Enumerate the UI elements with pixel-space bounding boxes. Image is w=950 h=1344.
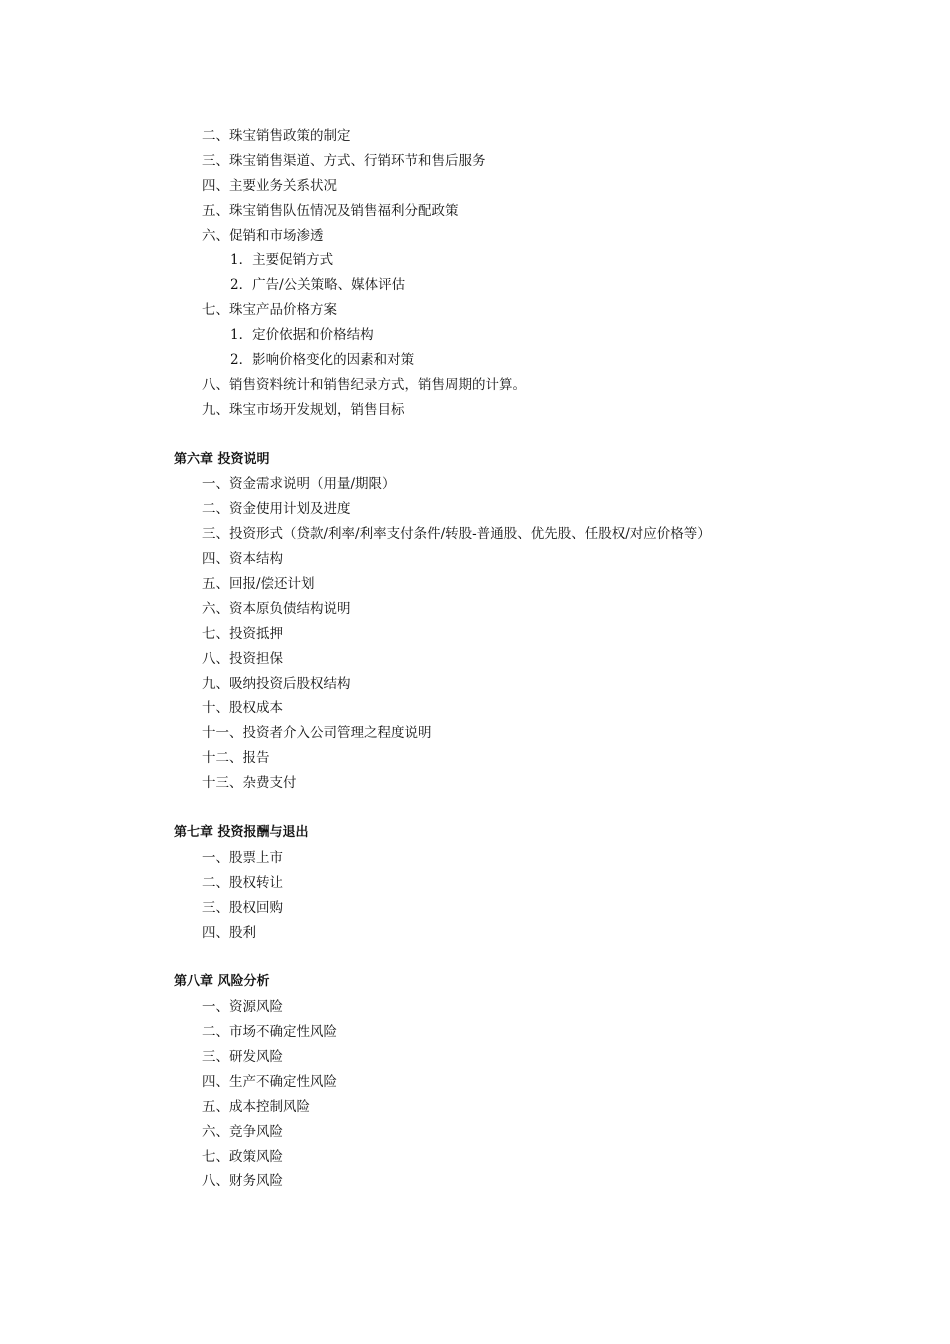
- chapter-heading: 第八章 风险分析: [174, 974, 270, 990]
- toc-subitem: 2．广告/公关策略、媒体评估: [230, 277, 406, 294]
- toc-subitem: 2．影响价格变化的因素和对策: [230, 352, 415, 369]
- toc-item: 一、资金需求说明（用量/期限）: [202, 476, 396, 493]
- toc-item: 五、成本控制风险: [202, 1098, 310, 1115]
- spacer: [174, 796, 874, 821]
- toc-item: 八、销售资料统计和销售纪录方式，销售周期的计算。: [202, 376, 526, 393]
- toc-item: 十一、投资者介入公司管理之程度说明: [202, 725, 432, 742]
- toc-item: 十二、报告: [202, 750, 270, 767]
- toc-item: 三、研发风险: [202, 1048, 283, 1065]
- spacer: [174, 945, 874, 970]
- toc-item: 四、资本结构: [202, 551, 283, 568]
- toc-item: 八、财务风险: [202, 1173, 283, 1190]
- toc-item: 三、珠宝销售渠道、方式、行销环节和售后服务: [202, 152, 486, 169]
- toc-item: 四、生产不确定性风险: [202, 1073, 337, 1090]
- toc-item: 二、股权转让: [202, 874, 283, 891]
- toc-item: 三、股权回购: [202, 899, 283, 916]
- toc-item: 二、珠宝销售政策的制定: [202, 128, 351, 144]
- toc-item: 五、回报/偿还计划: [202, 576, 315, 593]
- toc-item: 十、股权成本: [202, 700, 283, 717]
- toc-item: 九、珠宝市场开发规划，销售目标: [202, 401, 405, 418]
- toc-subitem: 1．定价依据和价格结构: [230, 327, 374, 344]
- toc-item: 九、吸纳投资后股权结构: [202, 675, 351, 692]
- chapter-heading: 第六章 投资说明: [174, 451, 270, 467]
- toc-item: 六、竞争风险: [202, 1123, 283, 1140]
- toc-item: 四、股利: [202, 924, 256, 941]
- toc-item: 十三、杂费支付: [202, 775, 297, 792]
- table-of-contents: [174, 124, 874, 1194]
- toc-item: 一、股票上市: [202, 849, 283, 866]
- toc-item: 二、市场不确定性风险: [202, 1024, 337, 1041]
- toc-item: 七、政策风险: [202, 1148, 283, 1165]
- toc-subitem: 1．主要促销方式: [230, 252, 334, 269]
- toc-item: 八、投资担保: [202, 650, 283, 667]
- toc-item: 六、资本原负债结构说明: [202, 600, 351, 617]
- spacer: [174, 423, 874, 448]
- toc-item: 七、珠宝产品价格方案: [202, 302, 337, 319]
- toc-item: 七、投资抵押: [202, 625, 283, 642]
- toc-item: 一、资源风险: [202, 999, 283, 1016]
- toc-item: 二、资金使用计划及进度: [202, 501, 351, 518]
- toc-item: 六、促销和市场渗透: [202, 227, 324, 244]
- toc-item: 五、珠宝销售队伍情况及销售福利分配政策: [202, 202, 459, 219]
- toc-item: 四、主要业务关系状况: [202, 177, 337, 194]
- chapter-heading: 第七章 投资报酬与退出: [174, 824, 309, 840]
- toc-item: 三、投资形式（贷款/利率/利率支付条件/转股-普通股、优先股、任股权/对应价格等）: [202, 526, 711, 543]
